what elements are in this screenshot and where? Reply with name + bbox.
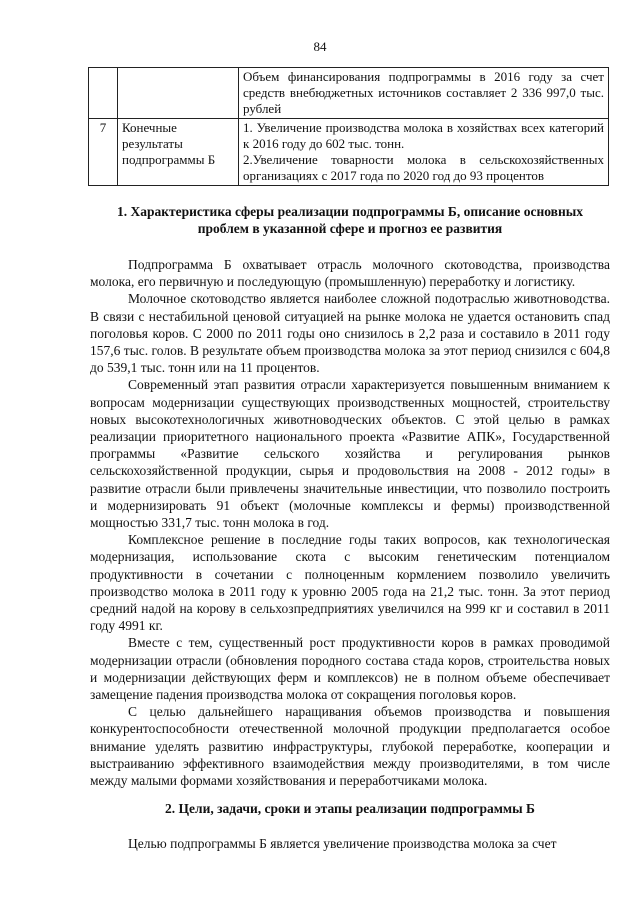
row-number-cell: 7 <box>89 119 118 186</box>
paragraph: Молочное скотоводство является наиболее сложной подотраслью животноводства. В связи с нестабильной ценовой ситуацией на рынке молока не удается остановить спад поголовья коров. С 2000 по 2011 годы оно снизилось в 2,2 раза и составило в 2011 году 157,6 тыс. голов. В результате объем производства молока за этот период снизился с 604,8 до 539,1 тыс. тонн или на 11 процентов. <box>90 291 610 376</box>
paragraph: Комплексное решение в последние годы таких вопросов, как технологическая модернизация, использование скота с высоким генетическим потенциалом продуктивности в сочетании с полноценным кормлением позволило увеличить производство молока в 2011 году к уровню 2005 года на 21,2 тыс. тонн. За этот период средний надой на корову в сельхозпредприятиях увеличился на 999 кг и составил в 2011 году 4991 кг. <box>90 532 610 634</box>
row-number-cell <box>89 68 118 119</box>
row-name-cell: Конечные результаты подпрограммы Б <box>118 119 239 186</box>
paragraph: Современный этап развития отрасли характеризуется повышенным вниманием к вопросам модернизации существующих производственных мощностей, строительству новых высокотехнологичных животноводческих объектов. С этой целью в рамках реализации приоритетного национального проекта «Развитие АПК», Государственной программы «Развитие сельского хозяйства и регулирования рынков сельскохозяйственной продукции, сырья и продовольствия на 2008 - 2012 годы» в развитие отрасли были привлечены значительные инвестиции, что позволило построить и модернизировать 91 объект (молочные комплексы и фермы) производственной мощностью 331,7 тыс. тонн молока в год. <box>90 377 610 531</box>
table-row <box>89 119 609 186</box>
paragraph: С целью дальнейшего наращивания объемов производства и повышения конкурентоспособности отечественной молочной продукции предполагается особое внимание уделять развитию инфраструктуры, глубокой переработке, кооперации и выстраиванию эффективного взаимодействия между производителями, в том числе между малыми формами хозяйствования и переработчиками молока. <box>90 704 610 789</box>
table-cell-text: Объем финансирования подпрограммы в 2016 году за счет средств внебюджетных источников составляет 2 336 997,0 тыс. рублей <box>243 69 604 116</box>
paragraph: Подпрограмма Б охватывает отрасль молочного скотоводства, производства молока, его первичную и последующую (промышленную) переработку и логистику. <box>90 257 610 290</box>
table-cell-text: 1. Увеличение производства молока в хозяйствах всех категорий к 2016 году до 602 тыс. тонн. <box>243 120 604 151</box>
paragraph: Целью подпрограммы Б является увеличение производства молока за счет <box>128 836 557 851</box>
paragraph: Вместе с тем, существенный рост продуктивности коров в рамках проводимой модернизации отрасли (обновления породного состава стада коров, строительства новых и модернизации действующих ферм и комплексов) не в полном объеме обеспечивает замещение падения производства молока от сокращения поголовья коров. <box>90 635 610 703</box>
section-2-body <box>90 835 610 852</box>
page-number: 84 <box>313 39 327 54</box>
row-value-cell <box>239 119 609 186</box>
section-2-heading: 2. Цели, задачи, сроки и этапы реализации подпрограммы Б <box>165 801 535 816</box>
table-cell-text: 2.Увеличение товарности молока в сельскохозяйственных организациях с 2017 года по 2020 год до 93 процентов <box>243 152 604 183</box>
row-value-cell <box>239 68 609 119</box>
section-1-heading: 1. Характеристика сферы реализации подпрограммы Б, описание основных проблем в указанной сфере и прогноз ее развития <box>116 204 584 236</box>
row-name-cell <box>118 68 239 119</box>
table-row <box>89 68 609 119</box>
subprogram-passport-table <box>88 67 609 186</box>
section-1-body <box>90 256 610 789</box>
